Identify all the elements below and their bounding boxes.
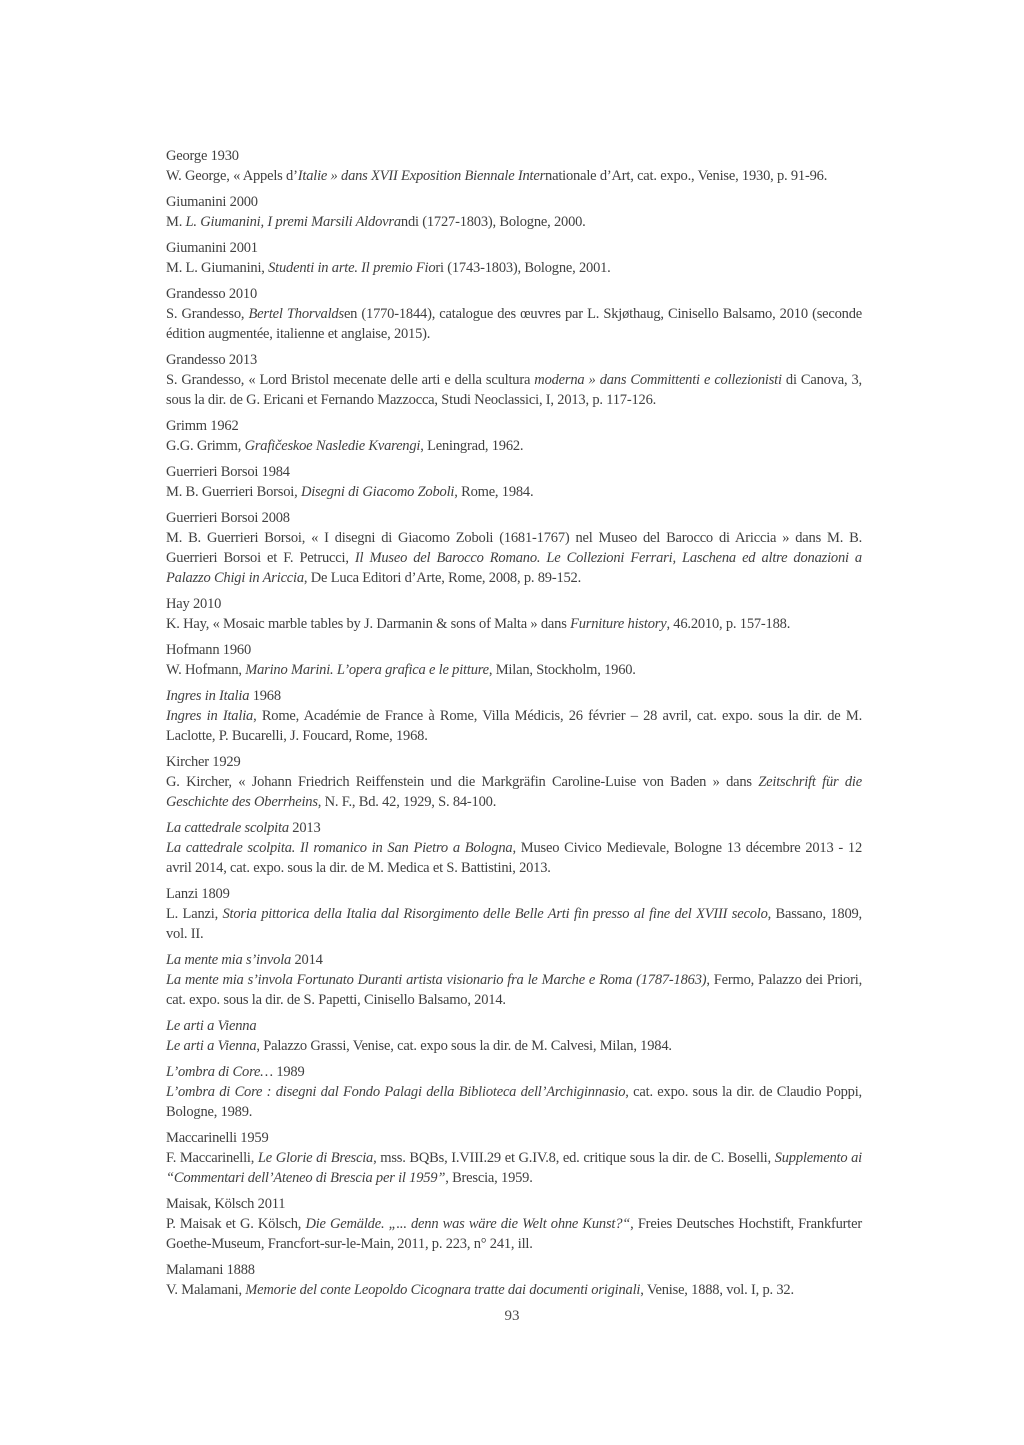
italic-text-run: Furniture history bbox=[570, 616, 667, 632]
bib-entry-body bbox=[166, 166, 862, 186]
text-run: L. Lanzi, bbox=[166, 906, 223, 922]
italic-text-run: Le arti a Vienna bbox=[166, 1038, 257, 1054]
bib-entry bbox=[166, 508, 862, 588]
bib-entry-heading bbox=[166, 950, 862, 970]
bib-entry-body bbox=[166, 838, 862, 878]
bib-entry-body bbox=[166, 1036, 862, 1056]
text-run: 2013 bbox=[288, 820, 321, 836]
text-run: Guerrieri Borsoi 2008 bbox=[166, 510, 290, 526]
bib-entry-body bbox=[166, 1214, 862, 1254]
bib-entry-body bbox=[166, 772, 862, 812]
bib-entry bbox=[166, 1194, 862, 1254]
bib-entry-body bbox=[166, 436, 862, 456]
text-run: W. Hofmann, bbox=[166, 662, 246, 678]
bib-entry bbox=[166, 146, 862, 186]
text-run: , Palazzo Grassi, Venise, cat. expo sous la dir. de M. Calvesi, Milan, 1984. bbox=[256, 1038, 672, 1054]
italic-text-run: Storia pittorica della Italia dal Risorgimento delle Belle Arti fin presso al fine del XVIII secolo bbox=[222, 906, 768, 922]
text-run: , Rome, 1984. bbox=[454, 484, 534, 500]
text-run: Grandesso 2010 bbox=[166, 286, 258, 302]
text-run: W. George, « Appels d’ bbox=[166, 168, 298, 184]
text-run: en (1770-1844), catalogue des œuvres par L. Skjøthaug, Cinisello Balsamo, 2010 (seconde édition augmentée, italienne et anglaise, 2015). bbox=[166, 306, 862, 342]
bib-entry-body bbox=[166, 660, 862, 680]
text-run: , Museo Civico Medievale, Bologne 13 décembre 2013 - 12 avril 2014, cat. expo. sous la dir. de M. Medica et S. Battistini, 2013. bbox=[166, 840, 862, 876]
italic-text-run: Bertel Thorvalds bbox=[248, 306, 344, 322]
text-run: Grimm 1962 bbox=[166, 418, 239, 434]
text-run: Kircher 1929 bbox=[166, 754, 241, 770]
text-run: , Bassano, 1809, vol. II. bbox=[166, 906, 862, 942]
italic-text-run: Disegni di Giacomo Zoboli bbox=[300, 484, 455, 500]
bib-entry-heading bbox=[166, 462, 862, 482]
bib-entry bbox=[166, 462, 862, 502]
bib-entry-heading bbox=[166, 1062, 862, 1082]
text-run: , Rome, Académie de France à Rome, Villa Médicis, 26 février – 28 avril, cat. expo. sous la dir. de M. Laclotte, P. Bucarelli, J. Foucard, Rome, 1968. bbox=[166, 708, 862, 744]
italic-text-run: Die Gemälde. „... denn was wäre die Welt ohne Kunst?“ bbox=[305, 1216, 631, 1232]
italic-text-run: L’ombra di Core… bbox=[166, 1064, 273, 1080]
bib-entry-body bbox=[166, 904, 862, 944]
text-run: K. Hay, « Mosaic marble tables by J. Darmanin & sons of Malta » dans bbox=[166, 616, 571, 632]
text-run: Hofmann 1960 bbox=[166, 642, 251, 658]
text-run: , De Luca Editori d’Arte, Rome, 2008, p. 89-152. bbox=[303, 570, 582, 586]
text-run: 2014 bbox=[291, 952, 323, 968]
text-run: Maisak, Kölsch 2011 bbox=[166, 1196, 286, 1212]
bibliography-list bbox=[166, 146, 862, 1306]
text-run: Malamani 1888 bbox=[166, 1262, 255, 1278]
bib-entry-heading bbox=[166, 818, 862, 838]
text-run: G.G. Grimm, bbox=[166, 438, 245, 454]
bib-entry-heading bbox=[166, 416, 862, 436]
bib-entry bbox=[166, 1128, 862, 1188]
bib-entry-body bbox=[166, 1082, 862, 1122]
italic-text-run: La mente mia s’invola bbox=[166, 952, 292, 968]
text-run: M. L. Giumanini, bbox=[166, 260, 269, 276]
italic-text-run: Grafičeskoe Nasledie Kvarengi bbox=[244, 438, 421, 454]
text-run: 1968 bbox=[249, 688, 281, 704]
italic-text-run: Memorie del conte Leopoldo Cicognara tratte dai documenti originali bbox=[245, 1282, 641, 1298]
bib-entry-heading bbox=[166, 752, 862, 772]
bib-entry-body bbox=[166, 304, 862, 344]
bib-entry-heading bbox=[166, 508, 862, 528]
bib-entry bbox=[166, 1260, 862, 1300]
text-run: Giumanini 2000 bbox=[166, 194, 258, 210]
italic-text-run: Ingres in Italia bbox=[166, 688, 250, 704]
bib-entry-heading bbox=[166, 350, 862, 370]
text-run: ndi (1727-1803), Bologne, 2000. bbox=[400, 214, 586, 230]
bib-entry-heading bbox=[166, 146, 862, 166]
bib-entry-heading bbox=[166, 1194, 862, 1214]
bib-entry-heading bbox=[166, 884, 862, 904]
text-run: , Venise, 1888, vol. I, p. 32. bbox=[640, 1282, 794, 1298]
text-run: , Fermo, Palazzo dei Priori, cat. expo. sous la dir. de S. Papetti, Cinisello Balsamo, 2014. bbox=[166, 972, 862, 1008]
bib-entry-heading bbox=[166, 640, 862, 660]
italic-text-run: Le arti a Vienna bbox=[166, 1018, 257, 1034]
bib-entry-heading bbox=[166, 192, 862, 212]
italic-text-run: Supplemento ai “Commentari dell’Ateneo di Brescia per il 1959” bbox=[166, 1150, 862, 1186]
italic-text-run: Ingres in Italia bbox=[166, 708, 254, 724]
bib-entry bbox=[166, 884, 862, 944]
text-run: , cat. expo. sous la dir. de Claudio Poppi, Bologne, 1989. bbox=[166, 1084, 862, 1120]
bib-entry-body bbox=[166, 706, 862, 746]
bib-entry bbox=[166, 238, 862, 278]
text-run: di Canova, 3, sous la dir. de G. Ericani et Fernando Mazzocca, Studi Neoclassici, I, 2013, p. 117-126. bbox=[166, 372, 862, 408]
text-run: Hay 2010 bbox=[166, 596, 222, 612]
text-run: M. bbox=[166, 214, 186, 230]
bib-entry bbox=[166, 350, 862, 410]
italic-text-run: Il Museo del Barocco Romano. Le Collezioni Ferrari, Laschena ed altre donazioni a Palazzo Chigi in Ariccia bbox=[166, 550, 862, 586]
text-run: S. Grandesso, « Lord Bristol mecenate delle arti e della scultura bbox=[166, 372, 535, 388]
bib-entry-heading bbox=[166, 1128, 862, 1148]
text-run: , mss. BQBs, I.VIII.29 et G.IV.8, ed. critique sous la dir. de C. Boselli, bbox=[373, 1150, 775, 1166]
italic-text-run: La cattedrale scolpita bbox=[166, 820, 289, 836]
bib-entry bbox=[166, 1016, 862, 1056]
bib-entry bbox=[166, 950, 862, 1010]
text-run: ri (1743-1803), Bologne, 2001. bbox=[435, 260, 611, 276]
bib-entry-heading bbox=[166, 594, 862, 614]
italic-text-run: L’ombra di Core : disegni dal Fondo Palagi della Biblioteca dell’Archiginnasio bbox=[166, 1084, 626, 1100]
bib-entry-heading bbox=[166, 686, 862, 706]
text-run: F. Maccarinelli, bbox=[166, 1150, 258, 1166]
text-run: Guerrieri Borsoi 1984 bbox=[166, 464, 290, 480]
text-run: V. Malamani, bbox=[166, 1282, 246, 1298]
page-number: 93 bbox=[504, 1308, 520, 1324]
bib-entry-heading bbox=[166, 1016, 862, 1036]
bib-entry-body bbox=[166, 528, 862, 588]
bib-entry bbox=[166, 752, 862, 812]
bib-entry bbox=[166, 818, 862, 878]
bib-entry-body bbox=[166, 482, 862, 502]
text-run: G. Kircher, « Johann Friedrich Reiffenstein und die Markgräfin Caroline-Luise von Baden » dans bbox=[166, 774, 759, 790]
text-run: S. Grandesso, bbox=[166, 306, 249, 322]
text-run: , Leningrad, 1962. bbox=[420, 438, 524, 454]
text-run: Grandesso 2013 bbox=[166, 352, 258, 368]
text-run: Giumanini 2001 bbox=[166, 240, 258, 256]
text-run: George 1930 bbox=[166, 148, 239, 164]
bib-entry bbox=[166, 686, 862, 746]
italic-text-run: La mente mia s’invola Fortunato Duranti artista visionario fra le Marche e Roma (1787-1863) bbox=[166, 972, 707, 988]
bib-entry bbox=[166, 192, 862, 232]
bib-entry-heading bbox=[166, 238, 862, 258]
italic-text-run: L. Giumanini, I premi Marsili Aldovra bbox=[185, 214, 401, 230]
bib-entry bbox=[166, 640, 862, 680]
bib-entry-body bbox=[166, 1280, 862, 1300]
bib-entry-body bbox=[166, 614, 862, 634]
bib-entry bbox=[166, 594, 862, 634]
italic-text-run: Le Glorie di Brescia bbox=[257, 1150, 374, 1166]
text-run: , N. F., Bd. 42, 1929, S. 84-100. bbox=[317, 794, 497, 810]
bib-entry-body bbox=[166, 258, 862, 278]
italic-text-run: moderna » dans Committenti e collezionisti bbox=[534, 372, 782, 388]
bib-entry bbox=[166, 416, 862, 456]
text-run: , Brescia, 1959. bbox=[445, 1170, 533, 1186]
text-run: , Milan, Stockholm, 1960. bbox=[488, 662, 636, 678]
text-run: Lanzi 1809 bbox=[166, 886, 230, 902]
text-run: P. Maisak et G. Kölsch, bbox=[166, 1216, 306, 1232]
bib-entry-body bbox=[166, 970, 862, 1010]
bib-entry-heading bbox=[166, 1260, 862, 1280]
italic-text-run: La cattedrale scolpita. Il romanico in San Pietro a Bologna bbox=[166, 840, 513, 856]
italic-text-run: Italie » dans XVII Exposition Biennale Inter bbox=[297, 168, 546, 184]
bib-entry-body bbox=[166, 212, 862, 232]
text-run: , 46.2010, p. 157-188. bbox=[666, 616, 791, 632]
bib-entry bbox=[166, 1062, 862, 1122]
bib-entry-body bbox=[166, 370, 862, 410]
text-run: 1989 bbox=[272, 1064, 305, 1080]
italic-text-run: Marino Marini. L’opera grafica e le pitture bbox=[245, 662, 489, 678]
italic-text-run: Studenti in arte. Il premio Fio bbox=[268, 260, 436, 276]
italic-text-run: Zeitschrift für die Geschichte des Oberrheins bbox=[166, 774, 862, 810]
text-run: nationale d’Art, cat. expo., Venise, 1930, p. 91-96. bbox=[545, 168, 828, 184]
bib-entry-heading bbox=[166, 284, 862, 304]
text-run: Maccarinelli 1959 bbox=[166, 1130, 269, 1146]
text-run: M. B. Guerrieri Borsoi, bbox=[166, 484, 301, 500]
text-run: , Freies Deutsches Hochstift, Frankfurter Goethe-Museum, Francfort-sur-le-Main, 2011, p. 223, n° 241, ill. bbox=[166, 1216, 862, 1252]
bib-entry-body bbox=[166, 1148, 862, 1188]
bib-entry bbox=[166, 284, 862, 344]
text-run: M. B. Guerrieri Borsoi, « I disegni di Giacomo Zoboli (1681-1767) nel Museo del Barocco di Ariccia » dans M. B. Guerrieri Borsoi et F. Petrucci, bbox=[166, 530, 862, 566]
